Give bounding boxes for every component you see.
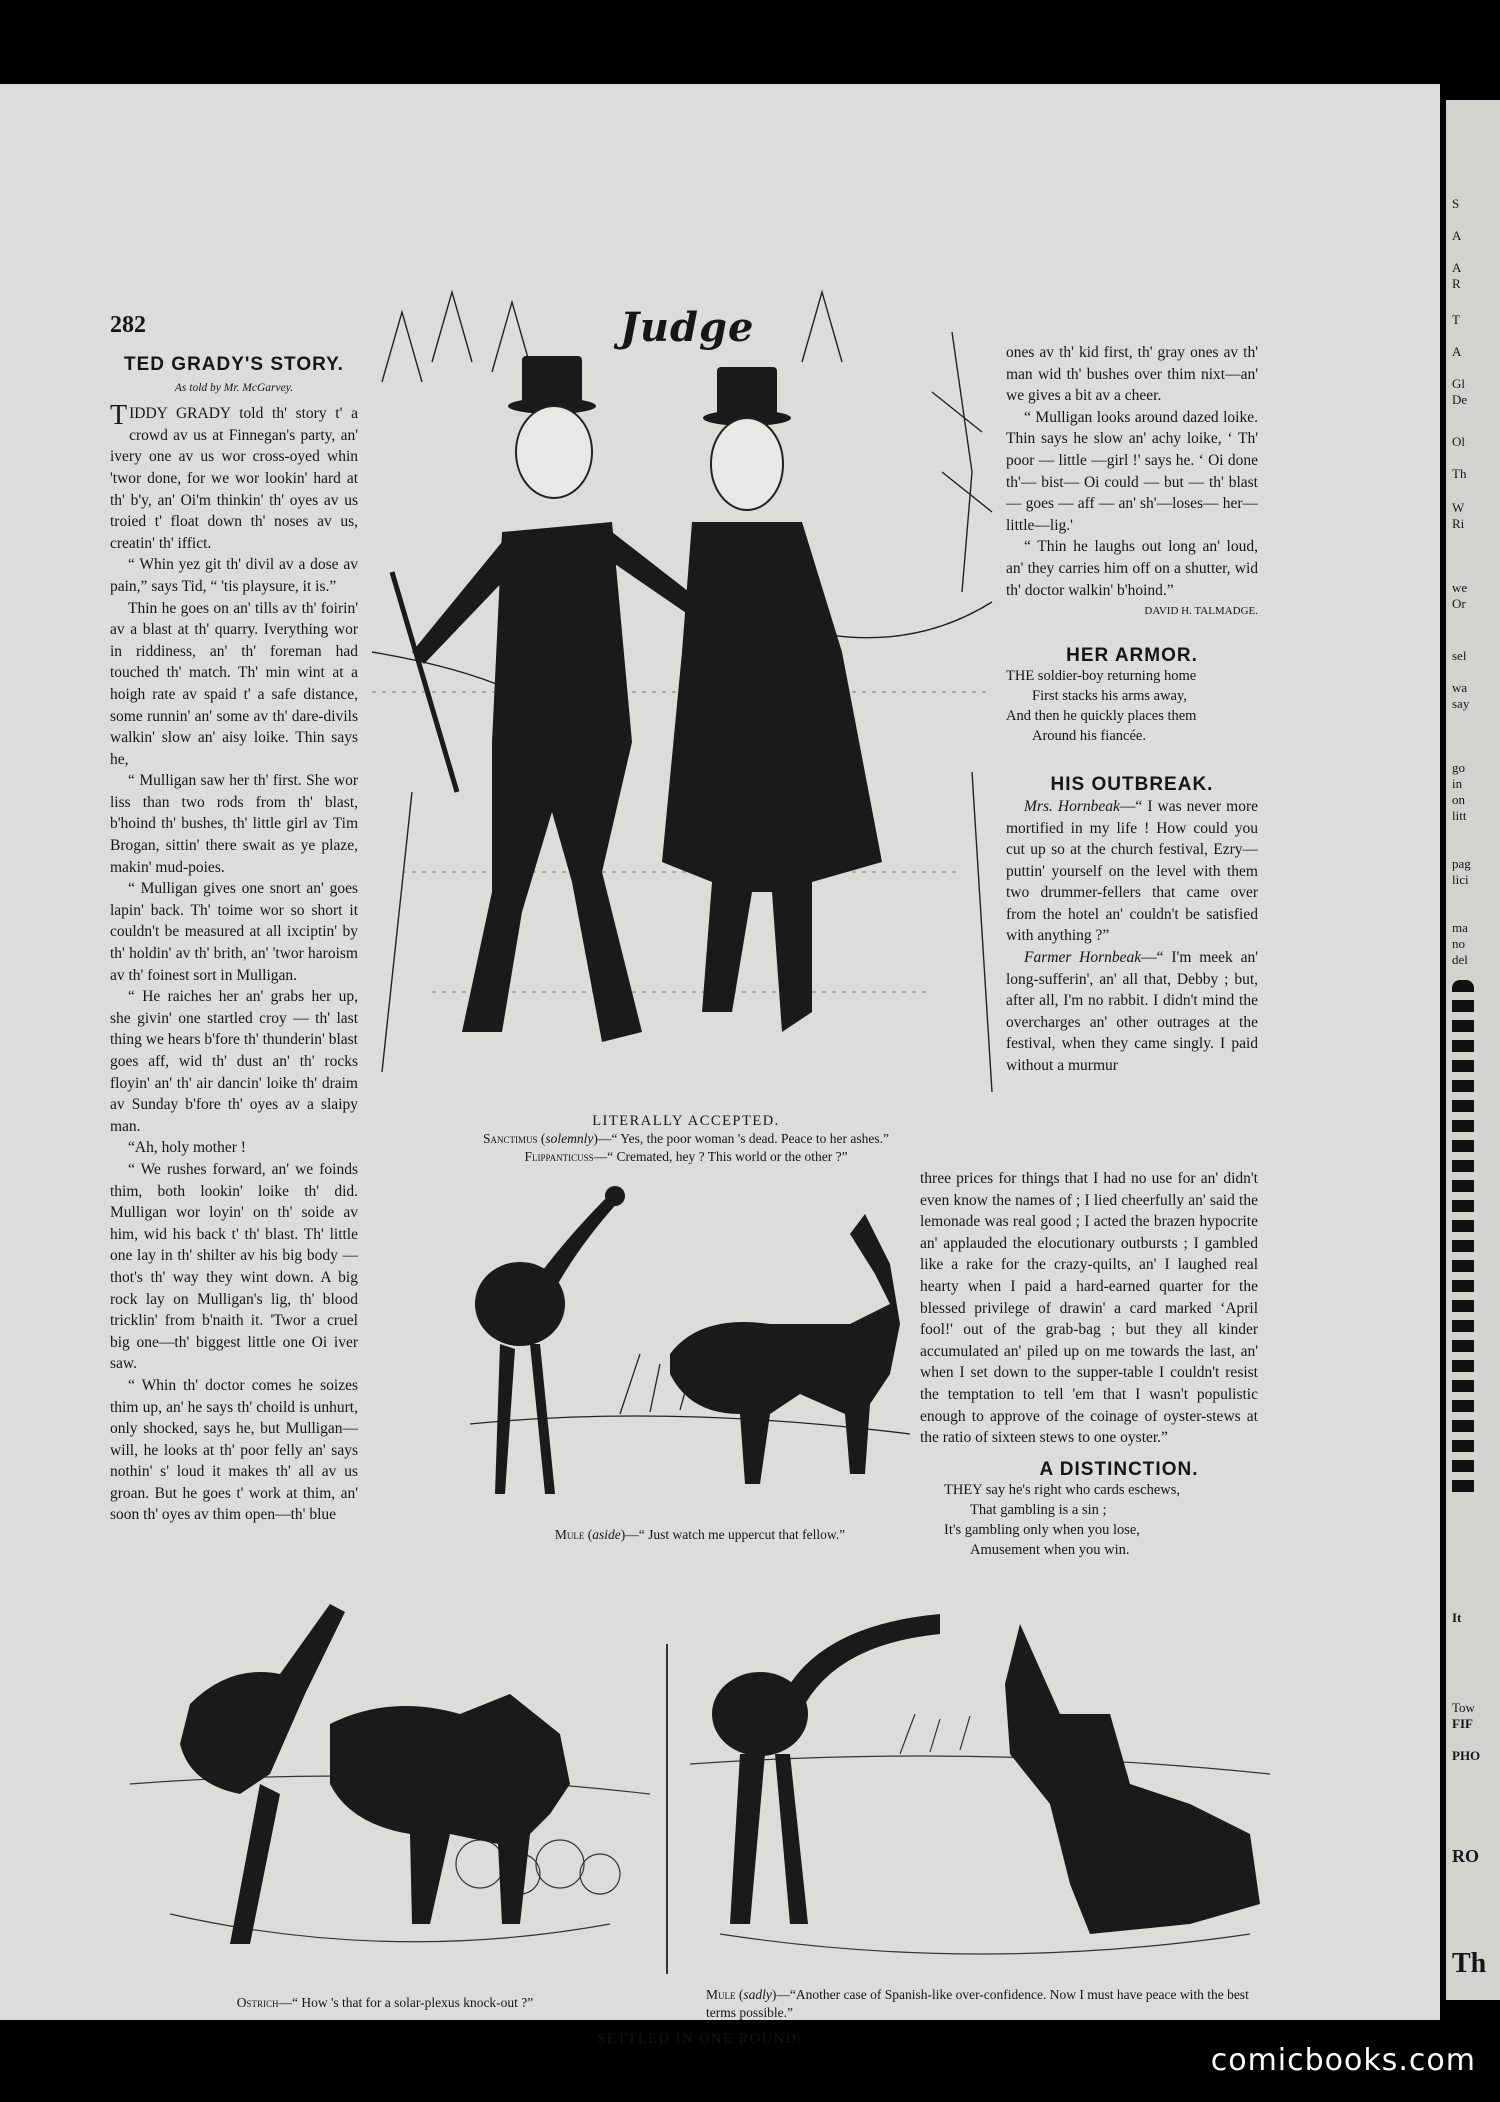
cartoon-divider bbox=[666, 1644, 668, 1974]
right-column bbox=[1006, 342, 1258, 1077]
ted-grady-paragraph: “ Whin th' doctor comes he soizes thim up, an' he says th' choild is unhurt, only shocked, says he, but Mulligan—will, he looks at th' poor felly an' says nothin' s' loud it makes th' all av us groan. But he goes t' work at thim, an' soon th' oyes av thim open—th' blue bbox=[110, 1376, 358, 1524]
a-distinction-title: A DISTINCTION. bbox=[1039, 1458, 1199, 1480]
ted-grady-column bbox=[110, 354, 358, 1526]
ted-grady-signature: DAVID H. TALMADGE. bbox=[1144, 605, 1258, 618]
cartoon-gentlemen-illustration bbox=[372, 272, 992, 1102]
a-distinction-poem bbox=[944, 1480, 1258, 1560]
sad-mule-drawing bbox=[690, 1604, 1270, 1964]
poem-line: It's gambling only when you lose, bbox=[944, 1522, 1140, 1539]
next-page-edge: S A A R T A Gl De Ol Th W Ri we Or sel wa say go in on litt pag lici ma no del It Tow FIF PHO RO Th bbox=[1446, 100, 1500, 2000]
cartoon-mid-caption: Mule (aside)—“ Just watch me uppercut that fellow.” bbox=[554, 1527, 846, 1542]
caption-line-2: Flippanticuss—“ Cremated, hey ? This world or the other ?” bbox=[524, 1149, 848, 1164]
poem-line: And then he quickly places them bbox=[1006, 708, 1197, 725]
cartoon-bottom-left-caption: Ostrich—“ How 's that for a solar-plexus knock-out ?” bbox=[236, 1995, 534, 2010]
ted-grady-paragraph-1: TIDDY GRADY told th' story t' a crowd av us at Finnegan's party, an' ivery one av us wor cross-oyed whin 'twor done, for we wor lookin' hard at th' b'y, an' Oi'm thinkin' th' oyes av us troied t' float down th' noses av us, creatin' th' iffict. bbox=[110, 400, 358, 552]
ted-grady-continued: “ Thin he laughs out long an' loud, an' they carries him off on a shutter, wid th' doctor walkin' b'hoind.” bbox=[1006, 538, 1258, 599]
poem-line: First stacks his arms away, bbox=[1032, 688, 1187, 705]
masthead-judge: Judge bbox=[620, 304, 755, 351]
knockout-drawing bbox=[130, 1584, 650, 1964]
his-outbreak-paragraph-2: Farmer Hornbeak—“ I'm meek an' long-sufferin', an' all that, Debby ; but, after all, I'm no rabbit. I didn't mind the overcharges an' other outrages at the festival, when they came singly. I paid without a murmur bbox=[1006, 949, 1258, 1075]
his-outbreak-continued bbox=[920, 1168, 1258, 1560]
poem-line: THE soldier-boy returning home bbox=[1006, 668, 1197, 685]
ted-grady-title: TED GRADY'S STORY. bbox=[124, 354, 344, 375]
ostrich-mule-drawing bbox=[470, 1174, 910, 1514]
her-armor-title: HER ARMOR. bbox=[1066, 644, 1198, 666]
his-outbreak-paragraph-1: Mrs. Hornbeak—“ I was never more mortified in my life ! How could you cut up so at the church festival, Ezry— puttin' yourself on the level with them two drummer-fellers that came over from the hotel an' couldn't be satisfied with anything ?” bbox=[1006, 797, 1258, 945]
cartoon-knockout-illustration bbox=[130, 1584, 650, 1964]
poem-line: That gambling is a sin ; bbox=[970, 1502, 1107, 1519]
settled-in-one-round-title: SETTLED IN ONE ROUND. bbox=[597, 2031, 803, 2047]
cartoon-ostrich-mule-illustration bbox=[470, 1174, 910, 1514]
cartoon-sad-mule-illustration bbox=[690, 1604, 1270, 1964]
literally-accepted-title: LITERALLY ACCEPTED. bbox=[592, 1113, 780, 1129]
page-number: 282 bbox=[110, 312, 146, 338]
ted-grady-paragraph: “Ah, holy mother ! bbox=[128, 1139, 246, 1157]
poem-line: THEY say he's right who cards eschews, bbox=[944, 1482, 1181, 1499]
ted-grady-paragraph: “ We rushes forward, an' we foinds thim, both lookin' loike th' did. Mulligan wor loyin' on th' soide av him, wid his back t' th' blast. Th' little one lay in th' shilter av his big body —thot's th' way they wint down. A big rock lay on Mulligan's lig, th' blood tricklin' from b'naith it. 'Twor a cruel big one—th' biggest little one Oi iver saw. bbox=[110, 1160, 358, 1373]
magazine-page bbox=[0, 84, 1440, 2047]
watermark: comicbooks.com bbox=[1210, 2043, 1476, 2078]
ted-grady-paragraph: “ Whin yez git th' divil av a dose av pain,” says Tid, “ 'tis playsure, it is.” bbox=[110, 556, 358, 595]
his-outbreak-paragraph-3: three prices for things that I had no use for an' didn't even know the names of ; I lied cheerfully an' said the lemonade was real good ; I acted the brazen hypocrite an' applauded the elocutionary outbursts ; I gambled like a rake for the crazy-quilts, an' I laughed real hearty when I paid a hard-earned quarter for the blessed privilege of drawin' a card marked ‘April fool!' out of the grab-bag ; but they all kinder accumulated an' piled up on me towards the last, an' when I set down to the supper-table I couldn't resist the temptation to tell 'em that I wasn't populistic enough to approve of the coinage of oyster-stews at the ratio of sixteen stews to one oyster.” bbox=[920, 1170, 1258, 1447]
ted-grady-byline: As told by Mr. McGarvey. bbox=[174, 381, 294, 394]
his-outbreak-title: HIS OUTBREAK. bbox=[1050, 774, 1214, 796]
cartoon-bottom-right-caption: Mule (sadly)—“Another case of Spanish-like over-confidence. Now I must have peace with the best terms possible.” bbox=[706, 1987, 1249, 2020]
ted-grady-continued: ones av th' kid first, th' gray ones av th' man wid th' bushes over thim nixt—an' we gives a bit av a cheer. bbox=[1006, 344, 1258, 405]
next-page-dotted-border bbox=[1452, 980, 1474, 1500]
gentlemen-drawing bbox=[372, 272, 992, 1102]
caption-line-1: Sanctimus (solemnly)—“ Yes, the poor woman 's dead. Peace to her ashes.” bbox=[483, 1131, 889, 1146]
ted-grady-continued: “ Mulligan looks around dazed loike. Thin says he slow an' achy loike, ‘ Th' poor — little —girl !' says he. ‘ Oi done th'— bist— Oi could — but — th' blast — goes — aff — an' sh'—loses— her—little—lig.' bbox=[1006, 408, 1258, 534]
dropcap: T bbox=[110, 400, 128, 432]
ted-grady-paragraph: “ Mulligan saw her th' first. She wor liss than two rods from th' blast, b'hoind th' bushes, th' little girl av Tim Brogan, sittin' there swait as ye plaze, makin' mud-poies. bbox=[110, 772, 358, 876]
cartoon-top-caption bbox=[376, 1112, 996, 1166]
her-armor-poem bbox=[1006, 666, 1258, 746]
poem-line: Around his fiancée. bbox=[1032, 728, 1146, 745]
ted-grady-paragraph: “ He raiches her an' grabs her up, she givin' one startled croy — th' last thing we hears b'fore th' thunderin' blast goes aff, wid th' dust an' th' rocks floyin' an' th' air dancin' loike th' draim av Sunday b'fore th' oyes av a slaipy man. bbox=[110, 988, 358, 1135]
poem-line: Amusement when you win. bbox=[970, 1542, 1130, 1559]
ted-grady-paragraph: “ Mulligan gives one snort an' goes lapin' back. Th' toime wor so short it couldn't be measured at all ixciptin' by th' holdin' av th' brith, an' 'twor haroism av th' foinest sort in Mulligan. bbox=[110, 880, 358, 984]
ted-grady-paragraph: Thin he goes on an' tills av th' foirin' av a blast at th' quarry. Iverything wor in riddiness, an' th' foreman had touched th' match. Th' min wint at a hoigh rate av spaid t' a safe distance, some runnin' an' some av th' dare-divils walkin' slow an' aisy loike. Thin says he, bbox=[110, 599, 358, 768]
